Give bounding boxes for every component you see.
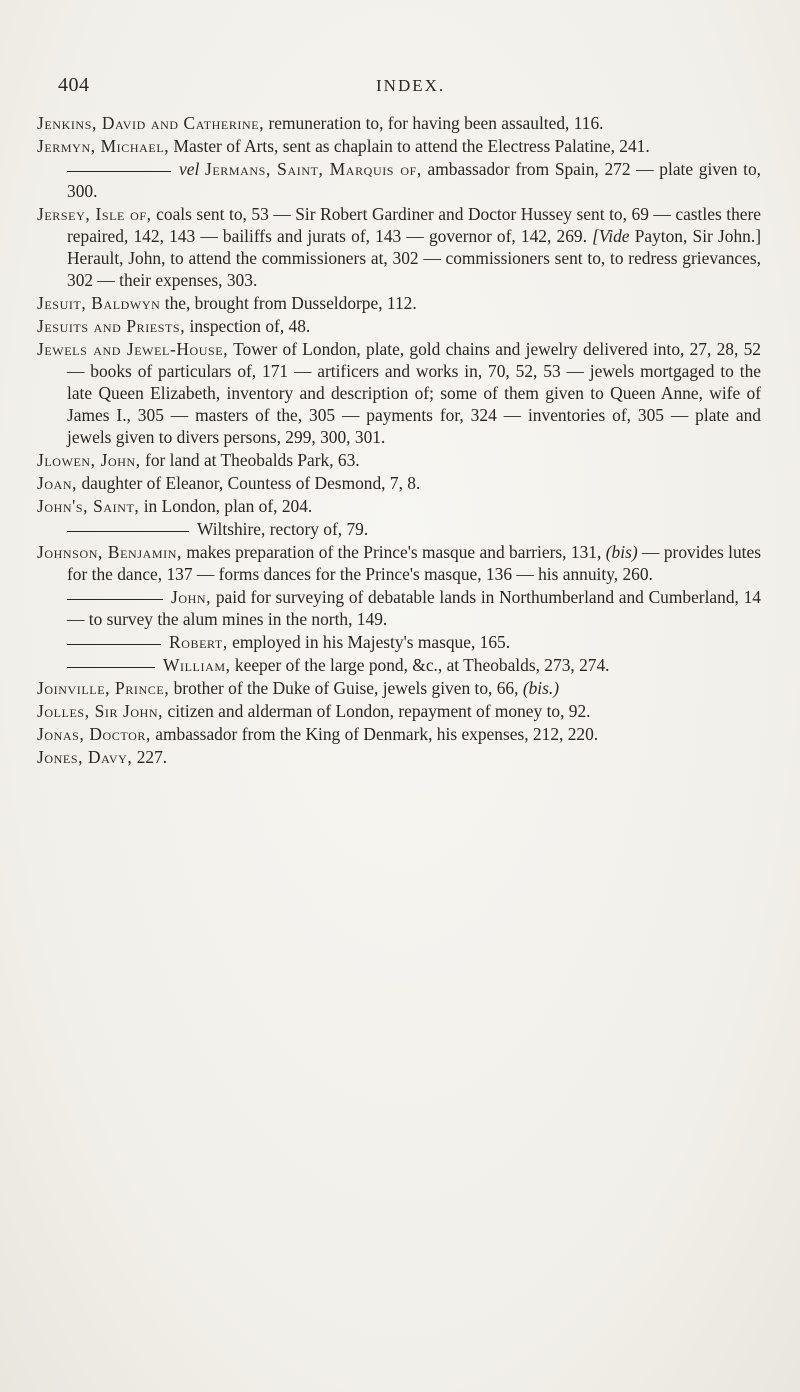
index-entry (37, 723, 761, 745)
entry-text: coals sent to, 53 — Sir Robert Gardiner and Doctor Hussey sent to, 69 — castles there repaired, 142, 143 — bailiffs and jurats of, 143 — governor of, 142, 269. (67, 204, 762, 246)
entry-text: makes preparation of the Prince's masque and barriers, 131, (181, 542, 602, 562)
entry-heading: John, (171, 587, 212, 607)
entry-heading: Joinville, Prince, (37, 678, 170, 698)
entry-text: daughter of Eleanor, Countess of Desmond, 7, 8. (77, 473, 421, 493)
entry-heading: Jenkins, David and Catherine, (37, 113, 265, 133)
entry-prefix: vel (179, 159, 200, 179)
entry-text: ambassador from Spain, 272 — plate given to, 300. (67, 159, 761, 201)
index-entry (37, 135, 761, 157)
entry-heading: Jermyn, Michael, (37, 136, 170, 156)
entry-text: ambassador from the King of Denmark, his expenses, 212, 220. (150, 724, 599, 744)
entry-heading: Jewels and Jewel-House, (37, 339, 229, 359)
entry-heading: Jolles, Sir John, (37, 701, 164, 721)
entry-text: remuneration to, for having been assaulted, 116. (264, 113, 604, 133)
page-header (58, 74, 742, 104)
index-entry (37, 541, 761, 585)
entry-text-continued: Payton, Sir John.] Herault, John, to attend the commissioners at, 302 — commissioners sent to, to redress grievances, 302 — their expenses, 303. (67, 226, 761, 290)
ditto-dash (67, 644, 161, 645)
page-number: 404 (58, 74, 90, 96)
entry-bis: (bis) (605, 542, 638, 562)
entry-text: keeper of the large pond, &c., at Theobalds, 273, 274. (230, 655, 610, 675)
entry-text: Master of Arts, sent as chaplain to attend the Electress Palatine, 241. (169, 136, 650, 156)
entry-heading: Jlowen, John, (37, 450, 141, 470)
entry-heading: Johnson, Benjamin, (37, 542, 182, 562)
index-entry (37, 700, 761, 722)
entry-text: Tower of London, plate, gold chains and jewelry delivered into, 27, 28, 52 — books of particulars of, 171 — artificers and works in, 70, 52, 53 — jewels mortgaged to the late Queen Elizabeth, inventory and description of; some of them given to Queen Anne, wife of James I., 305 — masters of the, 305 — payments for, 324 — inventories of, 305 — plate and jewels given to divers persons, 299, 300, 301. (67, 339, 761, 447)
running-head: INDEX. (376, 76, 446, 95)
index-entry (37, 677, 761, 699)
entry-heading: William, (163, 655, 231, 675)
index-entry-continued (37, 654, 761, 676)
entry-heading: Jersey, Isle of, (37, 204, 152, 224)
index-entry (37, 292, 761, 314)
entry-heading: Jesuits and Priests, (37, 316, 186, 336)
entry-text-continued: — provides lutes for the dance, 137 — forms dances for the Prince's masque, 136 — his annuity, 260. (67, 542, 761, 584)
ditto-dash (67, 531, 189, 532)
ditto-dash (67, 667, 155, 668)
entry-text: brother of the Duke of Guise, jewels given to, 66, (169, 678, 519, 698)
entry-text: citizen and alderman of London, repayment of money to, 92. (163, 701, 591, 721)
entry-bis: (bis.) (522, 678, 560, 698)
index-entry-continued (37, 631, 761, 653)
ditto-dash (67, 599, 163, 600)
entry-vide: [Vide (592, 226, 630, 246)
index-entry-continued (37, 518, 761, 540)
index-entry-continued (37, 586, 761, 630)
ditto-dash (67, 171, 171, 172)
entry-heading: Jesuit, Baldwyn (37, 293, 161, 313)
entry-text: the, brought from Dusseldorpe, 112. (160, 293, 417, 313)
index-entry (37, 203, 761, 291)
index-entries (37, 112, 761, 769)
index-entry-continued (37, 158, 761, 202)
entry-heading: Jones, Davy, (37, 747, 133, 767)
index-entry (37, 338, 761, 448)
entry-text: inspection of, 48. (185, 316, 311, 336)
index-entry (37, 315, 761, 337)
entry-heading: Jonas, Doctor, (37, 724, 151, 744)
entry-heading: Jermans, Saint, Marquis of, (204, 159, 422, 179)
index-entry (37, 112, 761, 134)
index-entry (37, 472, 761, 494)
entry-text: in London, plan of, 204. (139, 496, 313, 516)
entry-text: employed in his Majesty's masque, 165. (227, 632, 511, 652)
entry-heading: Robert, (169, 632, 228, 652)
index-entry (37, 746, 761, 768)
entry-text: 227. (132, 747, 168, 767)
entry-text: paid for surveying of debatable lands in Northumberland and Cumberland, 14 — to survey the alum mines in the north, 149. (67, 587, 761, 629)
entry-heading: John's, Saint, (37, 496, 140, 516)
entry-text: for land at Theobalds Park, 63. (140, 450, 360, 470)
entry-text: Wiltshire, rectory of, 79. (197, 519, 369, 539)
index-entry (37, 449, 761, 471)
entry-heading: Joan, (37, 473, 78, 493)
index-entry (37, 495, 761, 517)
